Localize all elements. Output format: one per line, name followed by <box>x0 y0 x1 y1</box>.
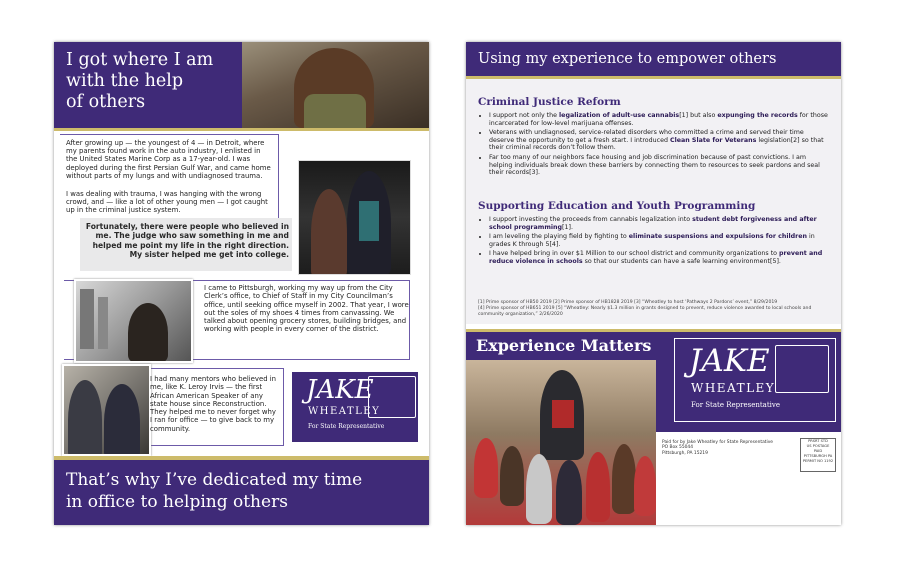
postage-line: PRSRT STD <box>808 439 828 443</box>
list-item: • I support not only the legalization of adult-use cannabis[1] but also expunging the records for those incarcerated for low-level marijuana offenses. <box>489 112 830 127</box>
criminal-justice-list <box>478 112 830 179</box>
intro-paragraph: After growing up — the youngest of 4 — in Detroit, where my parents found work in the auto industry, I enlisted in the United States Marine Corp as a 17-year-old. I was deployed during the first Persian Gulf War, and came home without parts of my lungs and with undiagnosed trauma. <box>66 139 271 180</box>
list-item: • Far too many of our neighbors face housing and job discrimination because of past convictions. I am helping individuals break down these barriers by connecting them to resources to seek pardons and seal their records[3]. <box>489 154 830 177</box>
mailer-front-page <box>54 42 429 525</box>
paid-for-disclaimer <box>662 440 782 456</box>
logo-name: JAKE <box>689 343 770 379</box>
criminal-justice-title: Criminal Justice Reform <box>478 96 621 108</box>
list-item: • I am leveling the playing field by fighting to eliminate suspensions and expulsions for children in grades K through 5[4]. <box>489 233 830 248</box>
footer-line-1: That’s why I’ve dedicated my time <box>66 470 363 490</box>
trauma-paragraph: I was dealing with trauma, I was hanging with the wrong crowd, and — like a lot of other young men — I got caught up in the criminal justice system. <box>66 190 268 215</box>
quote-text: Fortunately, there were people who believed in me. The judge who saw something in me and helped me point my life in the right direction. My sister helped me get into college. <box>85 222 289 260</box>
footer-headline <box>66 469 426 513</box>
pittsburgh-paragraph: I came to Pittsburgh, working my way up from the City Clerk’s office, to Chief of Staff in my City Councilman’s office, until seeking office myself in 2002. That year, I wore out the soles of my shoes 4 times from canvassing. We talked about opening grocery stores, building bridges, and working with people in every corner of the district. <box>204 284 409 334</box>
mentors-paragraph: I had many mentors who believed in me, like K. Leroy Irvis — the first African American Speaker of any state house since Reconstruction. They helped me to never forget why I ran for office — to give back to my community. <box>150 375 277 433</box>
mentor-photo <box>62 364 151 456</box>
logo-tagline: For State Representative <box>691 401 780 409</box>
jake-wheatley-logo <box>674 338 836 422</box>
classroom-photo <box>466 360 656 525</box>
postage-indicia <box>800 438 836 472</box>
jake-wheatley-logo <box>292 372 418 442</box>
footnote-line: [1] Prime sponsor of HB50 2019 [2] Prime sponsor of HB1828 2019 [3] “Wheatley to host ‘Pathways 2 Pardons’ event,” 8/29/2019 <box>478 300 778 305</box>
mailer-back-page <box>466 42 841 525</box>
headline-line-1: I got where I am <box>66 50 214 70</box>
postage-line: PERMIT NO 1192 <box>802 459 834 463</box>
experience-banner: Experience Matters <box>476 336 652 355</box>
headline-line-3: of others <box>66 92 146 112</box>
postage-line: PITTSBURGH PA <box>803 454 833 458</box>
postage-line: PAID <box>813 449 823 453</box>
disclaimer-line: Paid for by Jake Wheatley for State Representative <box>662 440 774 445</box>
logo-surname: WHEATLEY <box>308 406 381 417</box>
gold-rule-mid <box>466 329 841 332</box>
marine-flexing-photo <box>242 42 429 128</box>
headline-line-2: with the help <box>66 71 184 91</box>
logo-name: JAKE <box>306 375 374 405</box>
header-title: Using my experience to empower others <box>478 51 777 67</box>
logo-surname: WHEATLEY <box>691 381 776 395</box>
footnote-line: [4] Prime sponsor of HB651 2019 [5] “Wheatley: Nearly $1.3 million in grants designed to prevent, reduce violence awarded to local schools and community organization,” 2/26/2020 <box>478 305 812 317</box>
gold-rule <box>54 128 429 131</box>
list-item: • I support investing the proceeds from cannabis legalization into student debt forgiveness and after school programming[1]. <box>489 216 830 231</box>
graduation-photo <box>298 160 411 275</box>
footnotes <box>478 300 830 317</box>
pennsylvania-outline <box>775 345 829 393</box>
headline <box>66 50 266 113</box>
disclaimer-line: Pittsburgh, PA 15219 <box>662 450 708 456</box>
footer-line-2: in office to helping others <box>66 492 288 512</box>
education-title: Supporting Education and Youth Programming <box>478 200 756 212</box>
city-photo <box>74 279 193 363</box>
education-list <box>478 216 830 268</box>
list-item: • I have helped bring in over $1 Million to our school district and community organizations to prevent and reduce violence in schools so that our students can have a safe learning environment[5]. <box>489 250 830 265</box>
postage-line: US POSTAGE <box>806 444 830 448</box>
list-item: • Veterans with undiagnosed, service-related disorders who committed a crime and served their time deserve the opportunity to get a fresh start. I introduced Clean Slate for Veterans legislation[2] so that their criminal records don’t follow them. <box>489 129 830 152</box>
logo-tagline: For State Representative <box>308 423 385 430</box>
disclaimer-line: PO Box 55044 <box>662 445 694 451</box>
